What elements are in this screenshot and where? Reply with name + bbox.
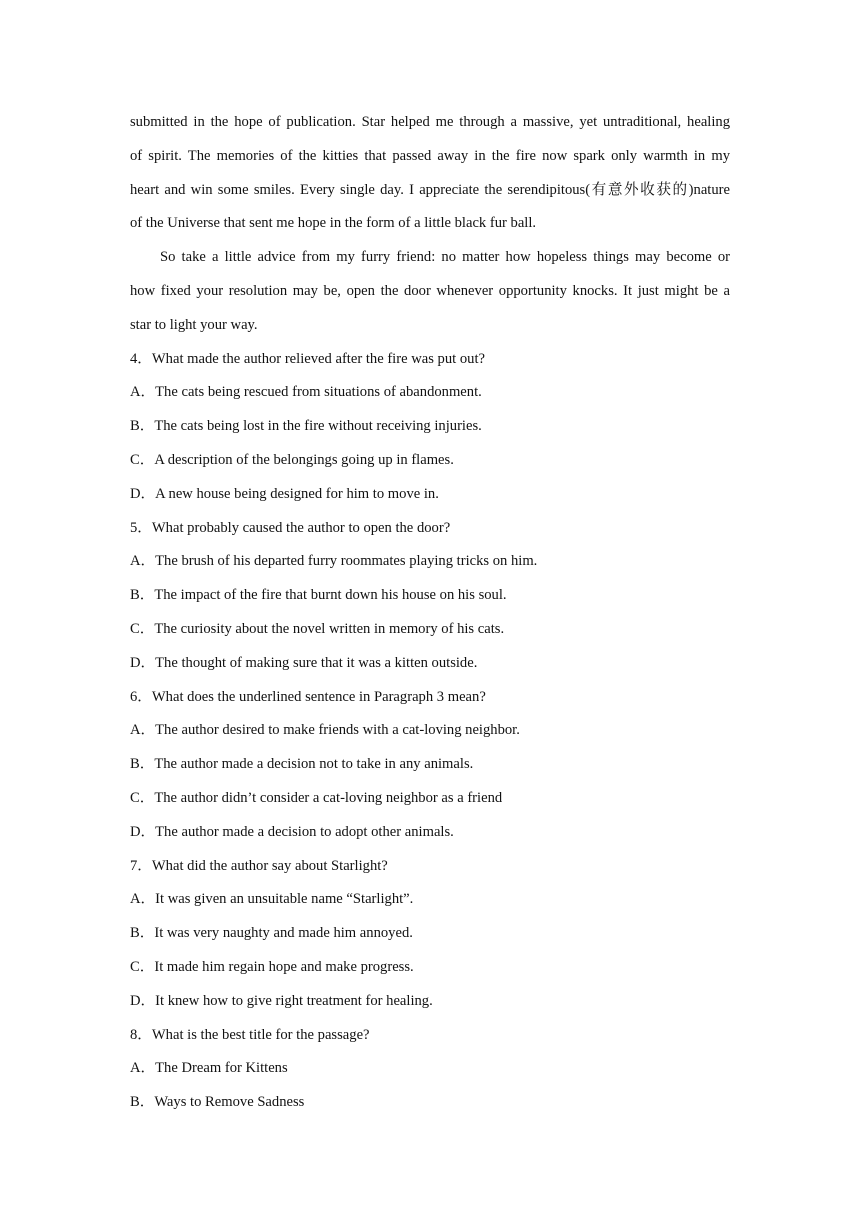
option-text: The author didn’t consider a cat-loving neighbor as a friend	[154, 789, 503, 806]
question-text: What did the author say about Starlight?	[151, 857, 388, 874]
option-c	[130, 782, 730, 816]
option-b	[130, 1086, 730, 1120]
option-letter: C．	[130, 451, 155, 468]
option-letter: B．	[130, 925, 155, 942]
option-text: The author made a decision not to take in any animals.	[154, 756, 474, 773]
option-text: It knew how to give right treatment for healing.	[155, 992, 433, 1009]
option-a	[130, 376, 730, 410]
question-stem	[130, 850, 730, 884]
option-letter: A．	[130, 891, 156, 908]
option-text: Ways to Remove Sadness	[154, 1094, 305, 1111]
question-stem	[130, 343, 730, 377]
option-a	[130, 1052, 730, 1086]
passage-line: submitted in the hope of publication. Star helped me through a massive, yet untraditional, healing	[130, 114, 730, 130]
option-b	[130, 410, 730, 444]
option-a	[130, 714, 730, 748]
option-b	[130, 748, 730, 782]
question-4	[130, 343, 730, 512]
passage	[130, 106, 730, 343]
option-letter: C．	[130, 620, 155, 637]
option-d	[130, 478, 730, 512]
option-text: The author desired to make friends with a cat-loving neighbor.	[155, 722, 520, 739]
passage-line: star to light your way.	[130, 316, 258, 333]
question-list	[130, 343, 730, 1120]
question-stem	[130, 512, 730, 546]
option-a	[130, 883, 730, 917]
option-letter: D．	[130, 823, 156, 840]
option-letter: B．	[130, 418, 155, 435]
passage-paragraph-1	[130, 106, 730, 241]
option-text: The author made a decision to adopt other animals.	[155, 823, 454, 840]
option-text: The curiosity about the novel written in memory of his cats.	[154, 620, 505, 637]
option-letter: D．	[130, 992, 156, 1009]
question-7	[130, 850, 730, 1019]
question-6	[130, 681, 730, 850]
option-text: The impact of the fire that burnt down his house on his soul.	[154, 587, 507, 604]
option-text: It was given an unsuitable name “Starlight”.	[155, 891, 414, 908]
option-b	[130, 917, 730, 951]
option-c	[130, 951, 730, 985]
option-letter: B．	[130, 587, 155, 604]
question-8	[130, 1019, 730, 1120]
passage-line: of spirit. The memories of the kitties that passed away in the fire now spark only warmth in my	[130, 147, 730, 164]
option-text: The thought of making sure that it was a kitten outside.	[155, 654, 478, 671]
question-5	[130, 512, 730, 681]
option-d	[130, 985, 730, 1019]
option-d	[130, 816, 730, 850]
passage-line: of the Universe that sent me hope in the form of a little black fur ball.	[130, 215, 537, 232]
passage-line: heart and win some smiles. Every single day. I appreciate the serendipitous(有意外收获的)nature	[130, 181, 730, 198]
question-number: 6．	[130, 688, 152, 705]
passage-line: how fixed your resolution may be, open the door whenever opportunity knocks. It just might be a	[130, 282, 730, 299]
option-letter: A．	[130, 722, 156, 739]
option-text: A new house being designed for him to move in.	[155, 485, 439, 502]
option-text: A description of the belongings going up in flames.	[154, 451, 454, 468]
question-number: 8．	[130, 1026, 152, 1043]
question-text: What is the best title for the passage?	[151, 1026, 370, 1043]
option-d	[130, 647, 730, 681]
option-c	[130, 613, 730, 647]
option-letter: B．	[130, 1094, 155, 1111]
option-text: The cats being lost in the fire without receiving injuries.	[154, 418, 482, 435]
option-letter: A．	[130, 1060, 156, 1077]
passage-paragraph-2	[130, 241, 730, 342]
question-stem	[130, 681, 730, 715]
question-text: What made the author relieved after the fire was put out?	[151, 350, 485, 367]
option-text: It made him regain hope and make progress.	[154, 958, 414, 975]
question-number: 4．	[130, 350, 152, 367]
question-stem	[130, 1019, 730, 1053]
document-page	[130, 106, 730, 1120]
option-letter: D．	[130, 654, 156, 671]
option-b	[130, 579, 730, 613]
option-text: The brush of his departed furry roommates playing tricks on him.	[155, 553, 538, 570]
option-letter: A．	[130, 384, 156, 401]
question-number: 5．	[130, 519, 152, 536]
passage-line: So take a little advice from my furry friend: no matter how hopeless things may become or	[160, 249, 730, 266]
option-text: The cats being rescued from situations of abandonment.	[155, 384, 482, 401]
option-letter: C．	[130, 958, 155, 975]
option-c	[130, 444, 730, 478]
option-text: The Dream for Kittens	[155, 1060, 288, 1077]
option-a	[130, 545, 730, 579]
option-letter: A．	[130, 553, 156, 570]
option-letter: B．	[130, 756, 155, 773]
option-letter: C．	[130, 789, 155, 806]
option-letter: D．	[130, 485, 156, 502]
question-number: 7．	[130, 857, 152, 874]
question-text: What probably caused the author to open the door?	[151, 519, 451, 536]
question-text: What does the underlined sentence in Paragraph 3 mean?	[151, 688, 486, 705]
option-text: It was very naughty and made him annoyed.	[154, 925, 413, 942]
